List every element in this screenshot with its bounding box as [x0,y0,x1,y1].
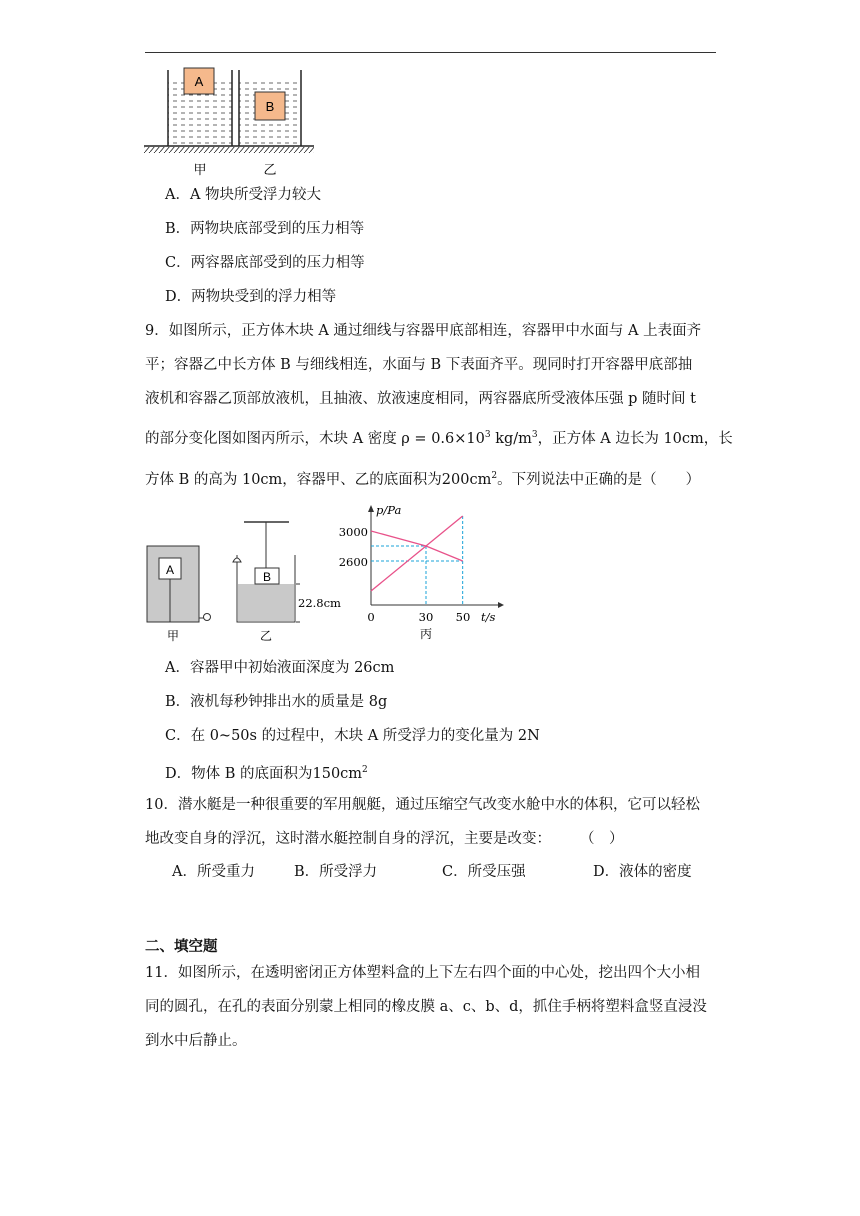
figure-q9-containers [140,518,350,644]
q9-line-1: 9．如图所示，正方体木块 A 通过细线与容器甲底部相连，容器甲中水面与 A 上表面齐 [145,323,702,339]
label-yi: 乙 [263,163,277,178]
block-b-9-label: B [262,570,272,584]
q9-line-5: 方体 B 的高为 10cm，容器甲、乙的底面积为$200cm^2$。下列说法中正确的是（ ） [145,471,701,488]
pressure-time-chart [336,500,511,646]
q9-option-b: B．液机每秒钟排出水的质量是 8g [165,694,388,710]
q11-line-3: 到水中后静止。 [145,1033,247,1049]
x-tick-30: 30 [418,610,434,624]
q8-option-a: A．A 物块所受浮力较大 [165,187,322,203]
depth-label: 22.8cm [298,596,341,610]
label-jia: 甲 [193,163,207,178]
q10-option-c: C．所受压强 [442,864,526,880]
block-a-label: A [194,74,204,89]
q8-option-d: D．两物块受到的浮力相等 [165,289,337,305]
container-yi-water-9 [238,584,294,621]
q8-option-b: B．两物块底部受到的压力相等 [165,221,365,237]
q9-option-d: D．物体 B 的底面积为$150cm^2$ [165,765,368,782]
q10-option-d: D．液体的密度 [593,864,692,880]
cube-a-label: A [165,563,175,577]
label-bing: 丙 [419,627,433,641]
header-rule [145,52,716,53]
x-axis-label: t/s [481,610,496,624]
q11-line-1: 11．如图所示，在透明密闭正方体塑料盒的上下左右四个面的中心处，挖出四个大小相 [145,965,700,981]
y-tick-2600: 2600 [338,555,368,569]
pump-jia-icon [204,614,211,621]
series-line-2 [371,516,463,591]
x-tick-0: 0 [367,610,375,624]
y-tick-3000: 3000 [338,525,368,539]
q9-option-c: C．在 0~50s 的过程中，木块 A 所受浮力的变化量为 2N [165,728,540,744]
q10-line-2: 地改变自身的浮沉，这时潜水艇控制自身的浮沉，主要是改变： （ ） [145,831,624,847]
container-jia [147,546,199,622]
x-tick-50: 50 [455,610,471,624]
figure-q8 [140,62,320,180]
label-jia-9: 甲 [166,629,180,643]
q9-line-2: 平；容器乙中长方体 B 与细线相连，水面与 B 下表面齐平。现同时打开容器甲底部抽 [145,357,693,373]
q10-option-a: A．所受重力 [172,864,255,880]
q10-option-b: B．所受浮力 [294,864,378,880]
q11-line-2: 同的圆孔，在孔的表面分别蒙上相同的橡皮膜 a、c、b、d，抓住手柄将塑料盒竖直浸没 [145,999,707,1015]
block-b-label: B [265,99,275,114]
section-title: 二、填空题 [145,938,218,955]
q9-line-4: 的部分变化图如图丙所示，木块 A 密度 $\rho = 0.6\times 10^3$ $kg/m^3$，正方体 A 边长为 10cm，长 [145,430,733,447]
q9-option-a: A．容器甲中初始液面深度为 26cm [165,660,395,676]
label-yi-9: 乙 [259,629,273,643]
q8-option-c: C．两容器底部受到的压力相等 [165,255,365,271]
q9-line-3: 液机和容器乙顶部放液机，且抽液、放液速度相同，两容器底所受液体压强 p 随时间 t [145,391,696,407]
drain-valve-icon [233,558,241,562]
y-axis-label: p/Pa [376,503,402,517]
q10-line-1: 10．潜水艇是一种很重要的军用舰艇，通过压缩空气改变水舱中水的体积，它可以轻松 [145,797,700,813]
